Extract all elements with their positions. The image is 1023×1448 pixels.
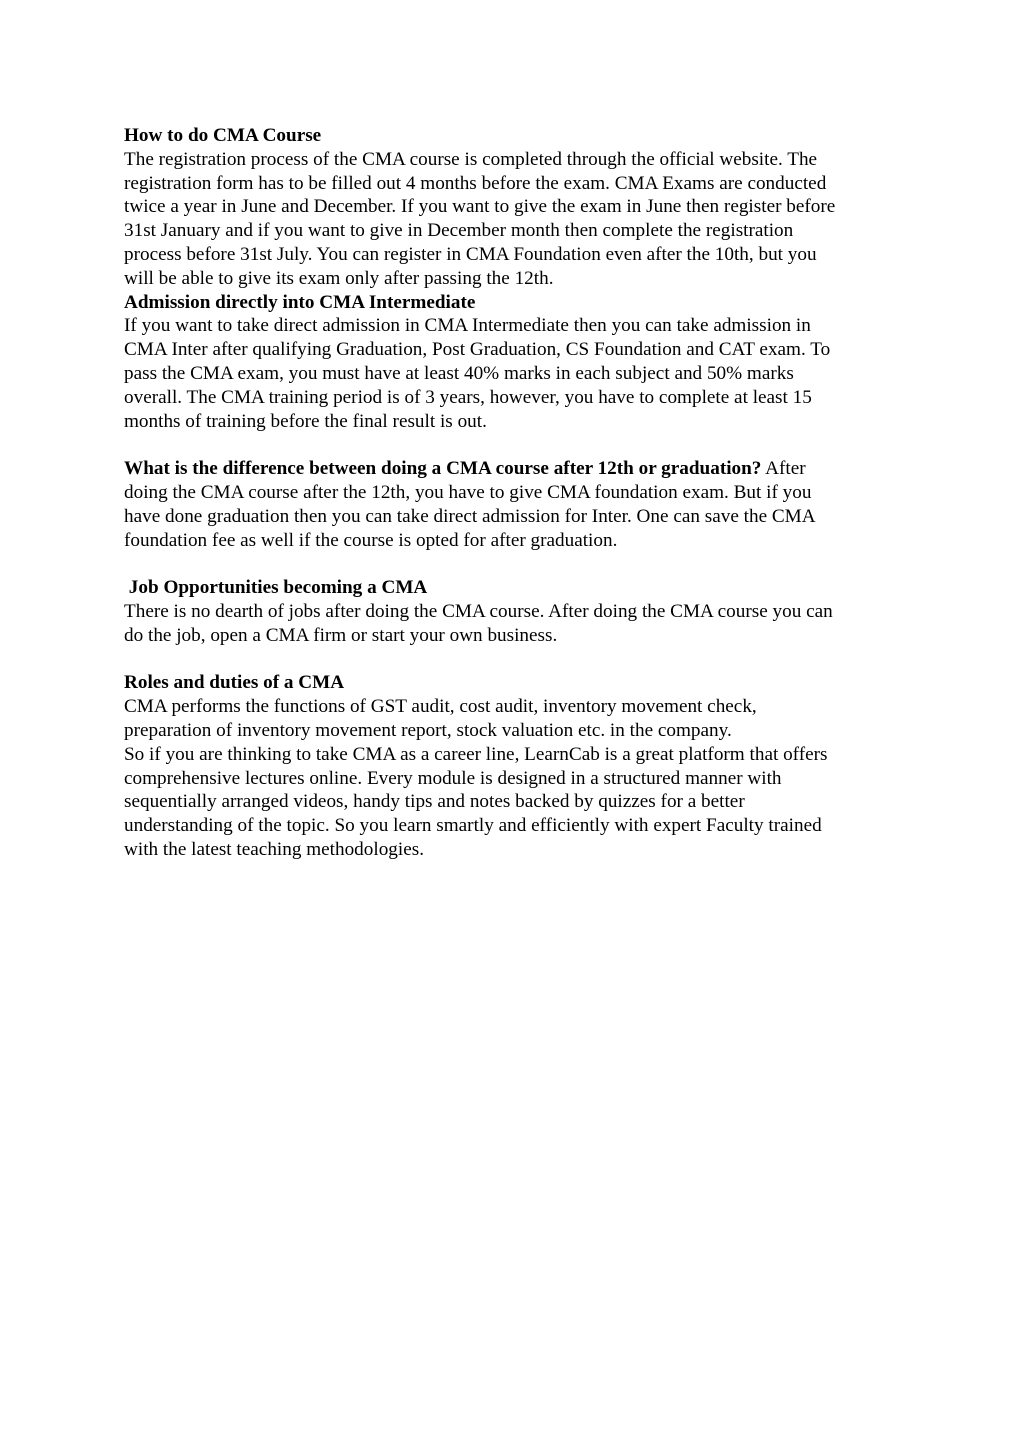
section-heading: Job Opportunities becoming a CMA [124,577,428,599]
paragraph-line: do the job, open a CMA firm or start your own business. [124,624,558,646]
paragraph-first-line [124,457,904,481]
paragraph-line: 31st January and if you want to give in December month then complete the registration [124,220,794,242]
paragraph-line: pass the CMA exam, you must have at least 40% marks in each subject and 50% marks [124,362,794,384]
paragraph-text: After [761,458,806,480]
section-heading: Admission directly into CMA Intermediate [124,291,476,313]
paragraph-line: twice a year in June and December. If you want to give the exam in June then register before [124,196,836,218]
paragraph-line: understanding of the topic. So you learn smartly and efficiently with expert Faculty trained [124,815,822,837]
paragraph-line: sequentially arranged videos, handy tips and notes backed by quizzes for a better [124,791,745,813]
section-heading: Roles and duties of a CMA [124,672,345,694]
section-jobs [124,576,904,647]
paragraph-line: months of training before the final result is out. [124,410,487,432]
section-roles [124,671,904,861]
paragraph-line: with the latest teaching methodologies. [124,838,425,860]
paragraph-spacer [124,648,904,672]
paragraph-line: registration form has to be filled out 4 months before the exam. CMA Exams are conducted [124,172,827,194]
paragraph-line: preparation of inventory movement report, stock valuation etc. in the company. [124,719,732,741]
paragraph-line: There is no dearth of jobs after doing the CMA course. After doing the CMA course you can [124,600,833,622]
paragraph-line: have done graduation then you can take direct admission for Inter. One can save the CMA [124,505,816,527]
section-heading: How to do CMA Course [124,125,322,146]
document-body [124,124,904,862]
paragraph-line: If you want to take direct admission in CMA Intermediate then you can take admission in [124,315,811,337]
section-heading: What is the difference between doing a CMA course after 12th or graduation? [124,458,762,480]
paragraph-spacer [124,433,904,457]
paragraph-line: CMA Inter after qualifying Graduation, Post Graduation, CS Foundation and CAT exam. To [124,339,831,361]
paragraph-spacer [124,552,904,576]
paragraph-line: will be able to give its exam only after passing the 12th. [124,267,554,289]
section-how-to [124,124,904,291]
paragraph-line: doing the CMA course after the 12th, you have to give CMA foundation exam. But if you [124,481,812,503]
section-admission [124,291,904,434]
paragraph-line: The registration process of the CMA course is completed through the official website. The [124,148,818,170]
paragraph-line: comprehensive lectures online. Every module is designed in a structured manner with [124,767,782,789]
paragraph-line: process before 31st July. You can register in CMA Foundation even after the 10th, but you [124,243,817,265]
paragraph-line: foundation fee as well if the course is opted for after graduation. [124,529,618,551]
paragraph-line: So if you are thinking to take CMA as a career line, LearnCab is a great platform that offers [124,743,828,765]
paragraph-line: overall. The CMA training period is of 3 years, however, you have to complete at least 15 [124,386,812,408]
section-difference [124,457,904,552]
paragraph-line: CMA performs the functions of GST audit, cost audit, inventory movement check, [124,696,757,718]
